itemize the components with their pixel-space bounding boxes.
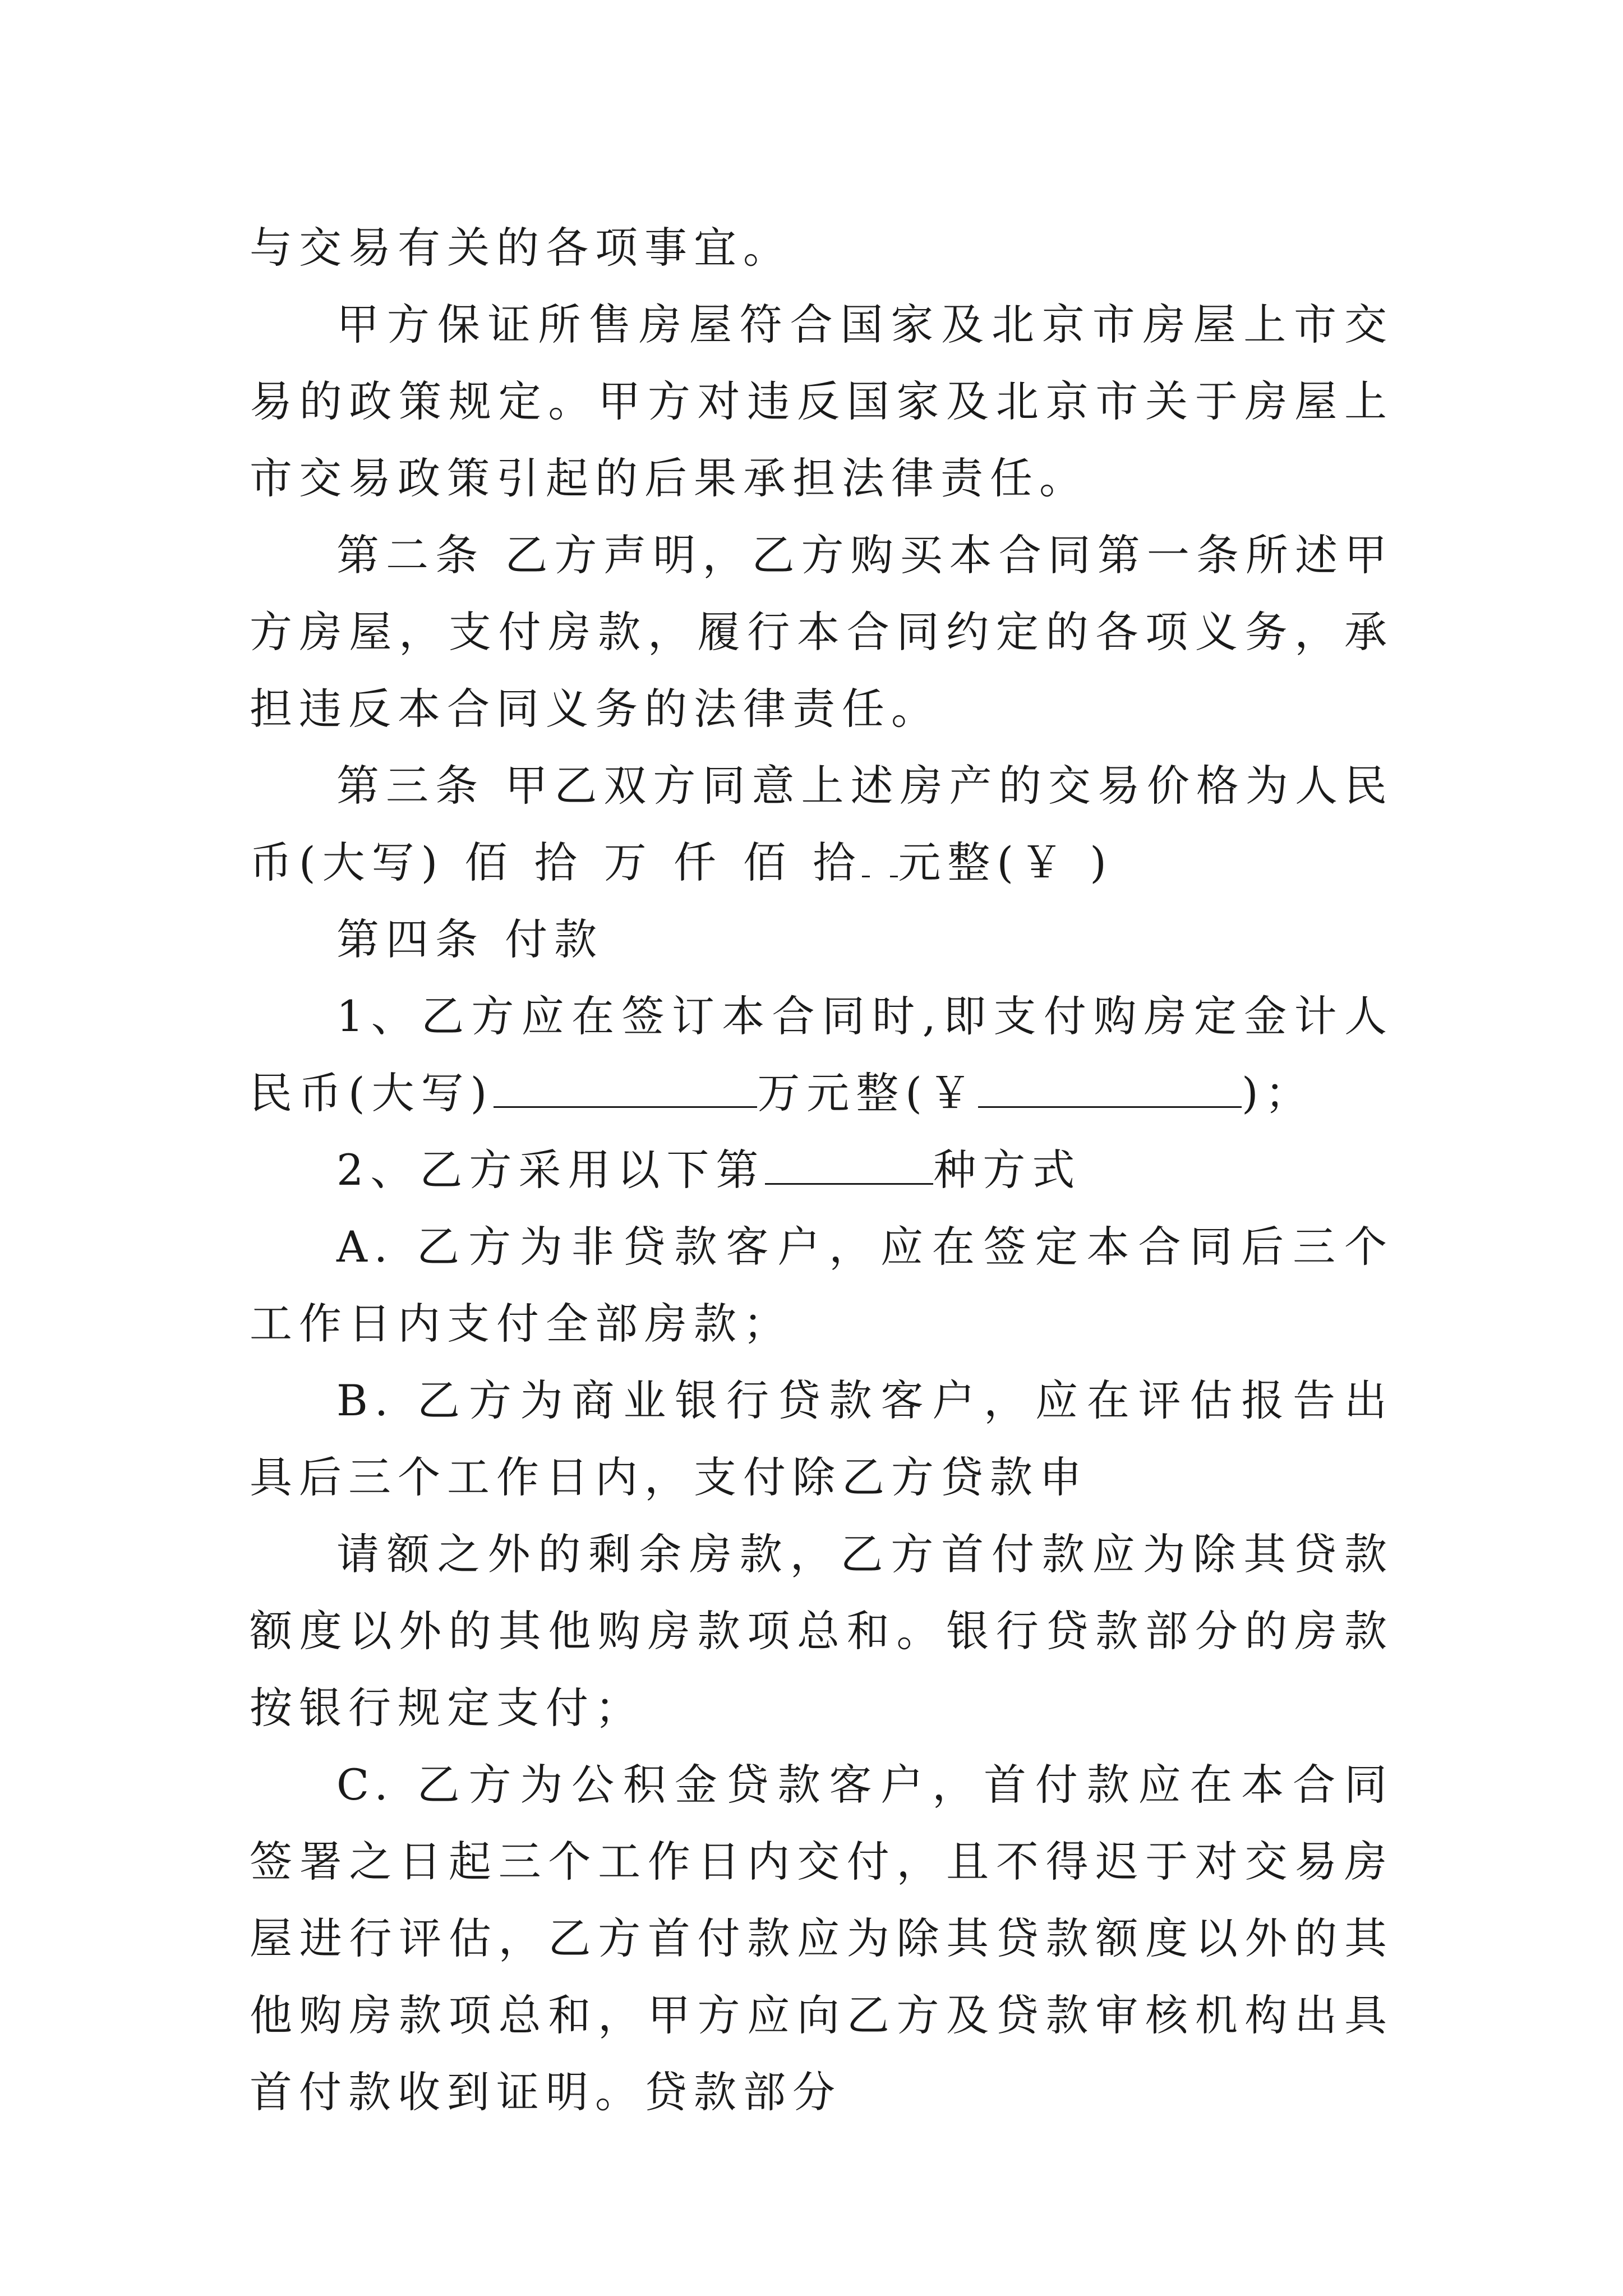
paragraph-method [250,1131,1394,1208]
paragraph-deposit [250,978,1394,1131]
price-blank-1 [862,833,870,877]
paragraph-article-3 [250,747,1394,901]
paragraph-option-b-continued: 请额之外的剩余房款，乙方首付款应为除其贷款额度以外的其他购房款项总和。银行贷款部分的房款按银行规定支付； [250,1529,1394,1733]
method-text: 2、乙方采用以下第 [336,1145,766,1195]
paragraph-seller-guarantee: 甲方保证所售房屋符合国家及北京市房屋上市交易的政策规定。甲方对违反国家及北京市关于房屋上市交易政策引起的后果承担法律责任。 [250,300,1394,503]
paragraph-article-2: 第二条 乙方声明，乙方购买本合同第一条所述甲方房屋，支付房款，履行本合同约定的各项义务，承担违反本合同义务的法律责任。 [250,530,1394,734]
paragraph-option-a: A. 乙方为非贷款客户，应在签定本合同后三个工作日内支付全部房款； [250,1222,1394,1349]
deposit-amount-blank [494,1064,757,1108]
article-3-suffix: 元整(￥ ) [898,838,1113,887]
paragraph-article-4-title: 第四条 付款 [336,914,604,964]
price-blank-2 [890,833,898,877]
deposit-end: )； [1241,1068,1315,1118]
deposit-number-blank [978,1064,1242,1108]
paragraph-option-b: B. 乙方为商业银行贷款客户，应在评估报告出具后三个工作日内，支付除乙方贷款申 [250,1375,1394,1502]
method-blank [765,1140,933,1185]
method-end: 种方式 [933,1145,1082,1195]
paragraph-option-c: C. 乙方为公积金贷款客户，首付款应在本合同签署之日起三个工作日内交付，且不得迟于对交易房屋进行评估，乙方首付款应为除其贷款额度以外的其他购房款项总和，甲方应向乙方及贷款审核机构出具首付款收到证明。贷款部分 [250,1760,1394,2117]
document-body [250,209,1394,2131]
article-3-text: 第三条 甲乙双方同意上述房产的交易价格为人民币(大写) 佰 拾 万 仟 佰 拾 [250,761,1394,887]
paragraph-continuation: 与交易有关的各项事宜。 [250,223,792,273]
deposit-mid: 万元整(￥ [757,1068,978,1118]
deposit-text: 1、乙方应在签订本合同时,即支付购房定金计人民币(大写) [250,991,1394,1118]
